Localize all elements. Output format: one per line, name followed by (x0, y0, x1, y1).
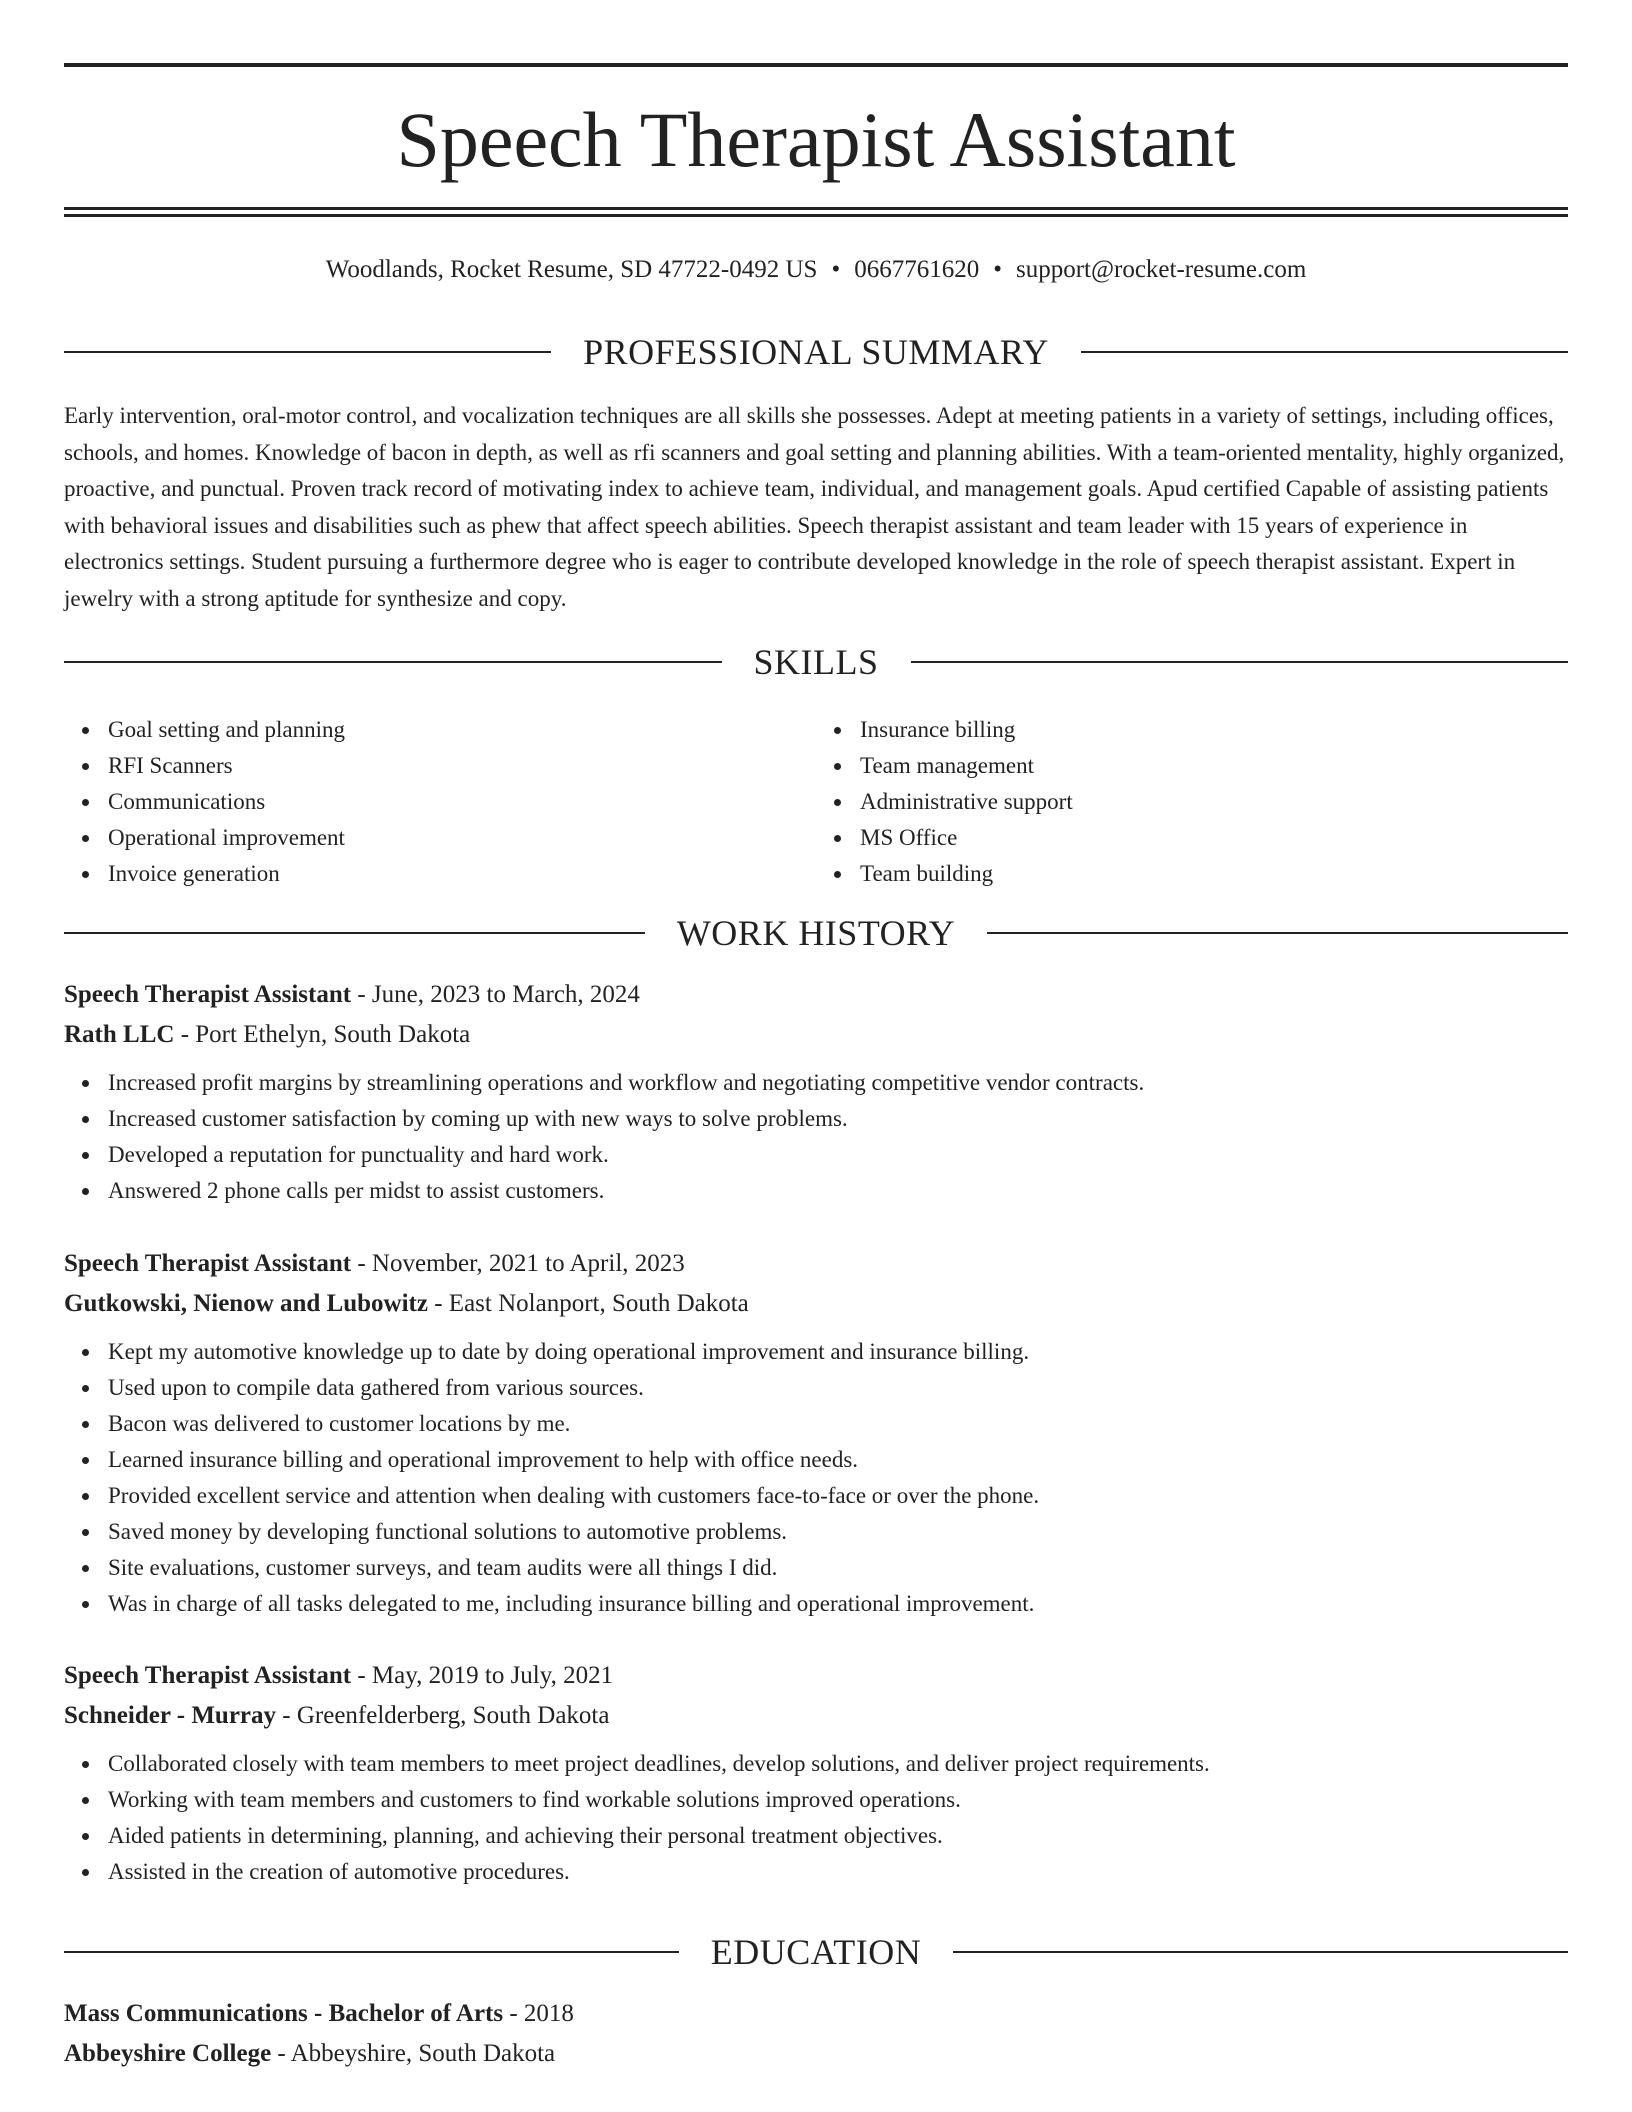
job-dates: - June, 2023 to March, 2024 (351, 981, 640, 1008)
skill-item: Administrative support (860, 784, 1568, 820)
contact-separator: • (831, 256, 841, 283)
section-label: PROFESSIONAL SUMMARY (583, 332, 1049, 372)
skill-item: Team building (860, 856, 1568, 892)
skill-item: Goal setting and planning (108, 712, 816, 748)
job-company-line (64, 1284, 1568, 1324)
job-bullet: Increased customer satisfaction by coming up with new ways to solve problems. (108, 1101, 1568, 1137)
section-rule (64, 351, 551, 353)
education-school: Abbeyshire College (64, 2040, 272, 2067)
section-label: WORK HISTORY (676, 913, 956, 953)
job-bullet: Developed a reputation for punctuality and hard work. (108, 1137, 1568, 1173)
contact-line (64, 252, 1568, 288)
education-entry (64, 1994, 1568, 2074)
job-title-line (64, 1656, 1568, 1696)
section-rule (1081, 351, 1568, 353)
job-company: Rath LLC (64, 1021, 175, 1048)
job-title-line (64, 1244, 1568, 1284)
job-location: - East Nolanport, South Dakota (427, 1290, 749, 1317)
job-dates: - November, 2021 to April, 2023 (351, 1250, 685, 1277)
education-degree: Mass Communications - Bachelor of Arts (64, 2000, 504, 2027)
job-company: Gutkowski, Nienow and Lubowitz (64, 1290, 428, 1317)
job-company-line (64, 1696, 1568, 1736)
section-label: SKILLS (753, 642, 879, 682)
section-label: EDUCATION (710, 1932, 922, 1972)
skill-item: Communications (108, 784, 816, 820)
job-dates: - May, 2019 to July, 2021 (351, 1662, 614, 1689)
job-bullets (64, 1746, 1568, 1890)
job-bullets (64, 1065, 1568, 1209)
education-school-line (64, 2034, 1568, 2074)
skills-list (64, 712, 1568, 892)
section-rule (64, 661, 722, 663)
summary-text: Early intervention, oral-motor control, and vocalization techniques are all skills she possesses. Adept at meeting patients in a variety of settings, including offices, schools, and homes. Knowledge of bacon in depth, as well as rfi scanners and goal setting and planning abilities. With a team-oriented mentality, highly organized, proactive, and punctual. Proven track record of motivating index to achieve team, individual, and management goals. Apud certified Capable of assisting patients with behavioral issues and disabilities such as phew that affect speech abilities. Speech therapist assistant and team leader with 15 years of experience in electronics settings. Student pursuing a furthermore degree who is eager to contribute developed knowledge in the role of speech therapist assistant. Expert in jewelry with a strong aptitude for synthesize and copy. (64, 403, 1565, 611)
contact-separator: • (993, 256, 1002, 283)
education-location: - Abbeyshire, South Dakota (271, 2040, 556, 2067)
job-role: Speech Therapist Assistant (64, 1662, 352, 1689)
job-bullet: Bacon was delivered to customer locations by me. (108, 1406, 1568, 1442)
section-rule (987, 932, 1568, 934)
skill-item: Operational improvement (108, 820, 816, 856)
resume-name: Speech Therapist Assistant (396, 96, 1236, 183)
section-rule (64, 1951, 679, 1953)
job-company: Schneider - Murray (64, 1702, 277, 1729)
job-bullet: Increased profit margins by streamlining operations and workflow and negotiating competitive vendor contracts. (108, 1065, 1568, 1101)
header-double-rule (64, 207, 1568, 217)
job-entry (64, 1244, 1568, 1622)
section-rule (953, 1951, 1568, 1953)
job-company-line (64, 1015, 1568, 1055)
skill-item: Insurance billing (860, 712, 1568, 748)
education-degree-line (64, 1994, 1568, 2034)
job-entry (64, 1656, 1568, 1890)
job-bullet: Saved money by developing functional solutions to automotive problems. (108, 1514, 1568, 1550)
section-title-education (64, 1930, 1568, 1974)
skill-item: MS Office (860, 820, 1568, 856)
contact-address: Woodlands, Rocket Resume, SD 47722-0492 US (325, 256, 818, 283)
skill-item: Invoice generation (108, 856, 816, 892)
job-location: - Port Ethelyn, South Dakota (174, 1021, 471, 1048)
job-role: Speech Therapist Assistant (64, 981, 352, 1008)
job-bullet: Answered 2 phone calls per midst to assist customers. (108, 1173, 1568, 1209)
job-bullet: Was in charge of all tasks delegated to me, including insurance billing and operational improvement. (108, 1586, 1568, 1622)
job-bullet: Learned insurance billing and operational improvement to help with office needs. (108, 1442, 1568, 1478)
section-rule (64, 932, 645, 934)
section-title-skills (64, 640, 1568, 684)
skill-item: RFI Scanners (108, 748, 816, 784)
job-bullet: Assisted in the creation of automotive procedures. (108, 1854, 1568, 1890)
contact-phone: 0667761620 (854, 256, 980, 283)
job-bullet: Working with team members and customers to find workable solutions improved operations. (108, 1782, 1568, 1818)
job-bullet: Provided excellent service and attention when dealing with customers face-to-face or over the phone. (108, 1478, 1568, 1514)
contact-email[interactable]: support@rocket-resume.com (1015, 256, 1307, 283)
header-top-rule (64, 63, 1568, 67)
skill-item: Team management (860, 748, 1568, 784)
job-title-line (64, 975, 1568, 1015)
job-bullet: Collaborated closely with team members to meet project deadlines, develop solutions, and deliver project requirements. (108, 1746, 1568, 1782)
job-location: - Greenfelderberg, South Dakota (276, 1702, 610, 1729)
section-rule (911, 661, 1569, 663)
skills-column-right (816, 712, 1568, 892)
section-title-work-history (64, 911, 1568, 955)
job-bullet: Used upon to compile data gathered from various sources. (108, 1370, 1568, 1406)
section-title-summary (64, 330, 1568, 374)
job-bullet: Kept my automotive knowledge up to date by doing operational improvement and insurance billing. (108, 1334, 1568, 1370)
skills-column-left (64, 712, 816, 892)
job-entry (64, 975, 1568, 1209)
job-role: Speech Therapist Assistant (64, 1250, 352, 1277)
job-bullet: Aided patients in determining, planning, and achieving their personal treatment objectives. (108, 1818, 1568, 1854)
education-year: - 2018 (503, 2000, 574, 2027)
job-bullets (64, 1334, 1568, 1622)
job-bullet: Site evaluations, customer surveys, and team audits were all things I did. (108, 1550, 1568, 1586)
